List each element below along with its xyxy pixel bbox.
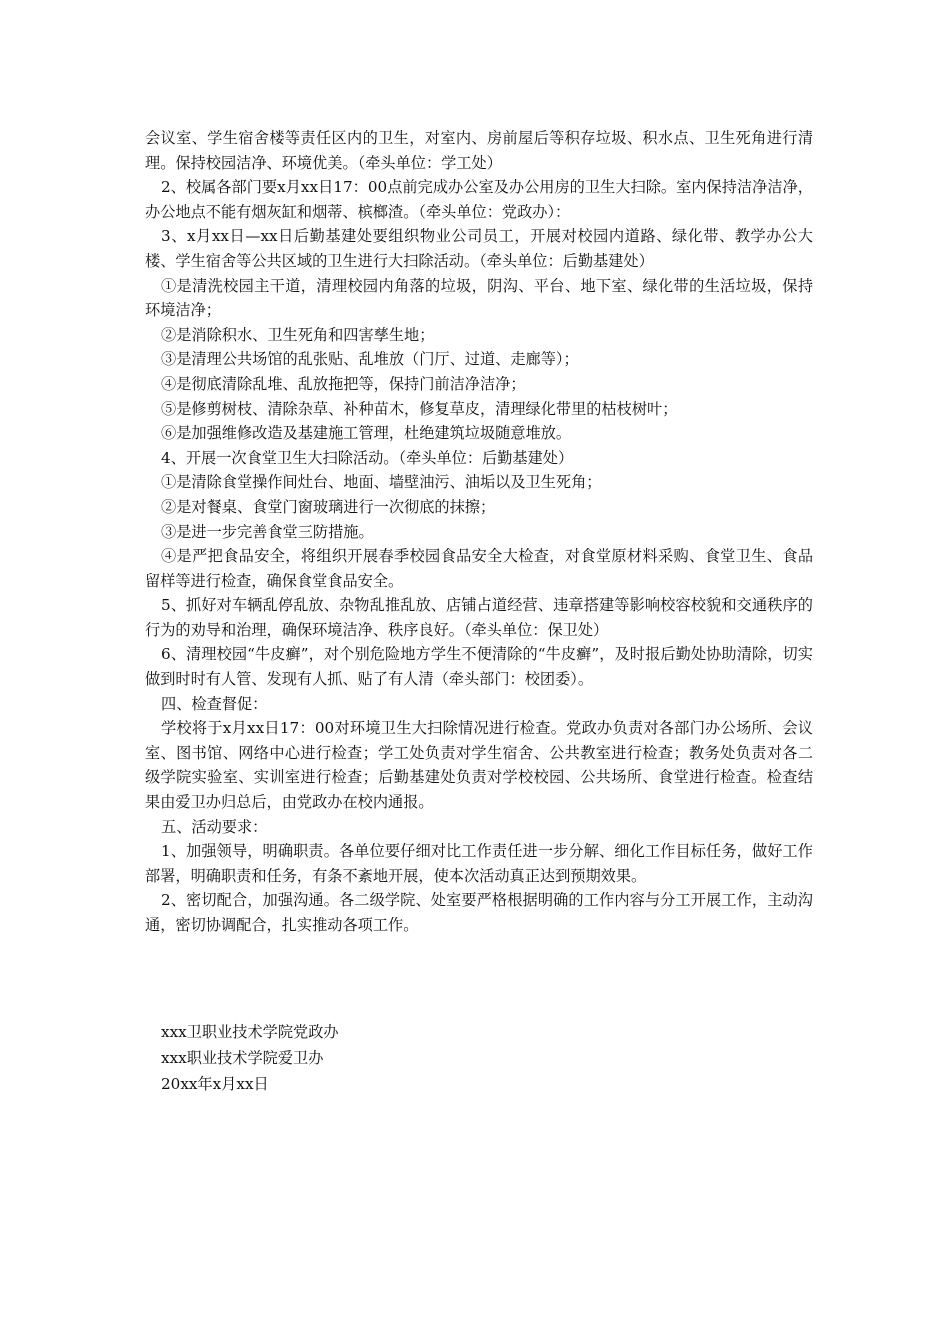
list-item: ③是进一步完善食堂三防措施。 [161,522,374,541]
list-item: ⑥是加强维修改造及基建施工管理，杜绝建筑垃圾随意堆放。 [161,424,572,443]
signature-org-line: xxx职业技术学院爱卫办 [161,1049,324,1067]
list-item: ①是清洗校园主干道，清理校园内角落的垃圾，阴沟、平台、地下室、绿化带的生活垃圾，保持环境洁净； [145,276,813,320]
paragraph: 2、密切配合，加强沟通。各二级学院、处室要严格根据明确的工作内容与分工开展工作，主动沟通，密切协调配合，扎实推动各项工作。 [145,891,813,934]
list-item: ②是对餐桌、食堂门窗玻璃进行一次彻底的抹擦； [161,497,496,516]
paragraph: 3、x月xx日—xx日后勤基建处要组织物业公司员工，开展对校园内道路、绿化带、教学办公大楼、学生宿舍等公共区域的卫生进行大扫除活动。（牵头单位：后勤基建处） [145,227,813,270]
document-body [145,126,813,938]
section-heading: 五、活动要求： [161,817,268,836]
paragraph: 会议室、学生宿舍楼等责任区内的卫生，对室内、房前屋后等积存垃圾、积水点、卫生死角进行清理。保持校园洁净、环境优美。（牵头单位：学工处） [145,129,813,172]
list-item: ④是严把食品安全，将组织开展春季校园食品安全大检查，对食堂原材料采购、食堂卫生、食品留样等进行检查，确保食堂食品安全。 [145,547,813,590]
paragraph: 1、加强领导，明确职责。各单位要仔细对比工作责任进一步分解、细化工作目标任务，做好工作部署，明确职责和任务，有条不紊地开展，使本次活动真正达到预期效果。 [145,842,813,885]
section-heading: 四、检查督促： [161,694,268,713]
list-item: ⑤是修剪树枝、清除杂草、补种苗木，修复草皮，清理绿化带里的枯枝树叶； [161,399,678,418]
signature-block [161,1019,339,1097]
paragraph: 4、开展一次食堂卫生大扫除活动。（牵头单位：后勤基建处） [161,448,574,467]
list-item: ③是清理公共场馆的乱张贴、乱堆放（门厅、过道、走廊等）； [161,350,579,369]
signature-org-line: xxx卫职业技术学院党政办 [161,1023,339,1041]
signature-date: 20xx年x月xx日 [161,1075,269,1093]
list-item: ②是消除积水、卫生死角和四害孳生地； [161,325,435,344]
paragraph: 学校将于x月xx日17：00对环境卫生大扫除情况进行检查。党政办负责对各部门办公场所、会议室、图书馆、网络中心进行检查；学工处负责对学生宿舍、公共教室进行检查；教务处负责对各二级学院实验室、实训室进行检查；后勤基建处负责对学校校园、公共场所、食堂进行检查。检查结果由爱卫办归总后，由党政办在校内通报。 [145,719,813,812]
paragraph: 5、抓好对车辆乱停乱放、杂物乱推乱放、店铺占道经营、违章搭建等影响校容校貌和交通秩序的行为的劝导和治理，确保环境洁净、秩序良好。（牵头单位：保卫处） [145,596,813,639]
paragraph: 6、清理校园“牛皮癣”，对个别危险地方学生不便清除的“牛皮癣”，及时报后勤处协助清除，切实做到时时有人管、发现有人抓、贴了有人清（牵头部门：校团委）。 [145,645,813,689]
paragraph: 2、校属各部门要x月xx日17：00点前完成办公室及办公用房的卫生大扫除。室内保持洁净洁净，办公地点不能有烟灰缸和烟蒂、槟榔渣。（牵头单位：党政办）： [145,178,813,221]
list-item: ①是清除食堂操作间灶台、地面、墙壁油污、油垢以及卫生死角； [161,473,602,492]
list-item: ④是彻底清除乱堆、乱放拖把等，保持门前洁净洁净； [161,374,526,393]
